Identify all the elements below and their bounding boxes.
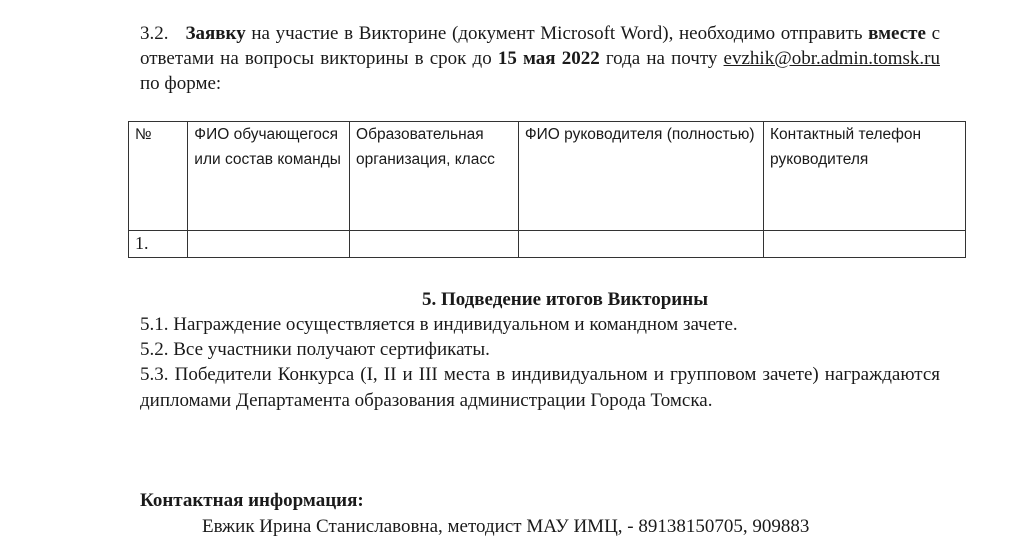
list-item: 5.1. Награждение осуществляется в индивидуальном и командном зачете.	[140, 314, 738, 335]
contact-line: Евжик Ирина Станиславовна, методист МАУ ИМЦ, - 89138150705, 909883	[202, 516, 810, 537]
section-5-heading: 5. Подведение итогов Викторины	[421, 289, 709, 310]
list-item: 5.2. Все участники получают сертификаты.	[140, 339, 490, 360]
bold-application: Заявку	[185, 23, 246, 44]
table-cell	[188, 231, 350, 258]
table-cell	[764, 231, 966, 258]
header-organization: Образовательная организация, класс	[350, 122, 519, 231]
text-segment: с ответами на вопросы викторины в срок до	[140, 23, 941, 69]
table-cell	[518, 231, 763, 258]
text-segment: на участие в Викторине (документ Microsoft Word), необходимо отправить	[245, 23, 869, 44]
application-form-table	[128, 121, 966, 258]
header-student-name: ФИО обучающегося или состав команды	[188, 122, 350, 231]
contact-heading: Контактная информация:	[140, 490, 364, 511]
email-link[interactable]: evzhik@obr.admin.tomsk.ru	[723, 48, 940, 69]
text-segment: года на почту	[599, 48, 724, 69]
header-supervisor-phone: Контактный телефон руководителя	[764, 122, 966, 231]
bold-together: вместе	[868, 23, 926, 44]
paragraph-3-2	[140, 21, 940, 96]
table-header-row	[129, 122, 966, 231]
table-row	[129, 231, 966, 258]
section-number: 3.2.	[140, 23, 169, 44]
text-segment: по форме:	[140, 73, 222, 94]
list-item: 5.3. Победители Конкурса (I, II и III места в индивидуальном и групповом зачете) награждаются дипломами Департамента образования администрации Города Томска.	[140, 364, 940, 411]
header-supervisor-name: ФИО руководителя (полностью)	[518, 122, 763, 231]
table-cell: 1.	[129, 231, 188, 258]
header-number: №	[129, 122, 188, 231]
bold-deadline: 15 мая 2022	[497, 48, 600, 69]
table-cell	[350, 231, 519, 258]
